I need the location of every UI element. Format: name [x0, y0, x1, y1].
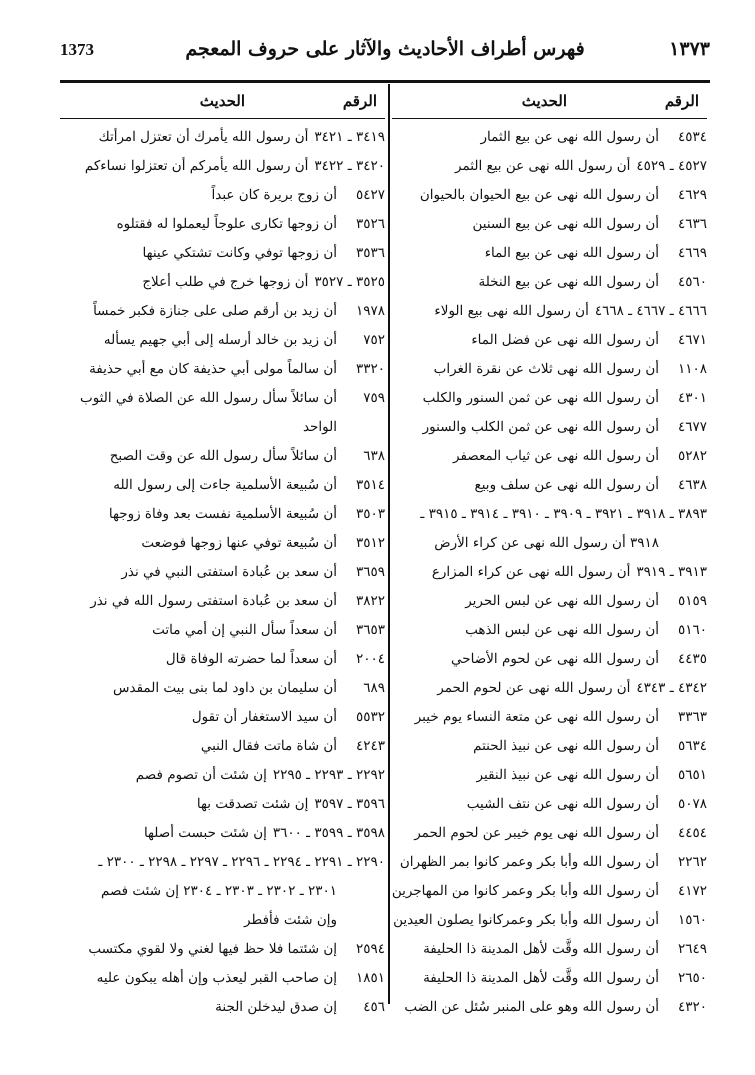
entry-text: أن رسول الله نهى بيع الولاء	[434, 303, 589, 319]
index-entry	[60, 297, 385, 326]
entry-text: أن رسول الله نهى عن لبس الحرير	[465, 593, 659, 609]
entry-text: ٣٩١٨ أن رسول الله نهى عن كراء الأرض	[434, 535, 659, 551]
entry-number: ٢٢٩٠ ـ ٢٢٩١ ـ ٢٢٩٤ ـ ٢٢٩٦ ـ ٢٢٩٧ ـ ٢٢٩٨ ـ ٢٣٠٠ ـ	[98, 854, 385, 870]
page-header	[60, 38, 710, 78]
entry-number: ٤٥٢٧ ـ ٤٥٢٩	[636, 158, 707, 174]
index-entry	[60, 616, 385, 645]
index-entry	[392, 384, 707, 413]
entry-number: ٣٣٦٣	[677, 709, 707, 725]
left-column	[60, 86, 385, 1022]
entry-number: ٢٠٠٤	[355, 651, 385, 667]
index-entry	[60, 761, 385, 790]
entry-text: أن رسول الله وأبا بكر وعمر كانوا من المهاجرين	[392, 883, 659, 899]
index-entry	[392, 790, 707, 819]
left-column-header	[60, 86, 385, 118]
index-entry	[392, 587, 707, 616]
entry-text: أن رسول الله نهى عن بيع الحيوان بالحيوان	[419, 187, 659, 203]
entry-text: أن رسول الله نهى عن بيع السنين	[472, 216, 659, 232]
index-entry	[60, 181, 385, 210]
entry-text: أن رسول الله نهى عن سلف وبيع	[474, 477, 659, 493]
entry-text: أن رسول الله وأبا بكر وعمر كانوا بمر الظهران	[399, 854, 659, 870]
index-entry	[392, 964, 707, 993]
index-entry	[392, 297, 707, 326]
right-entries	[392, 123, 707, 1022]
entry-number: ٣٩١٣ ـ ٣٩١٩	[636, 564, 707, 580]
entry-text: أن سُبيعة توفي عنها زوجها فوضعت	[141, 535, 337, 551]
entry-number: ٣٣٢٠	[355, 361, 385, 377]
entry-text: أن رسول الله نهى عن لحوم الحمر	[437, 680, 631, 696]
entry-text: أن سعد بن عُبادة استفتى النبي في نذر	[121, 564, 337, 580]
index-entry	[392, 326, 707, 355]
entry-number: ٣٦٥٩	[355, 564, 385, 580]
index-entry	[392, 123, 707, 152]
entry-number: ٥٤٢٧	[355, 187, 385, 203]
index-entry	[392, 529, 707, 558]
page-number-arabic: ١٣٧٣	[669, 38, 710, 60]
entry-number: ٤٦٢٩	[677, 187, 707, 203]
entry-number: ٥١٥٩	[677, 593, 707, 609]
index-entry	[60, 732, 385, 761]
entry-number: ١٥٦٠	[677, 912, 707, 928]
index-entry	[60, 964, 385, 993]
entry-number: ٣٥٩٦ ـ ٣٥٩٧	[314, 796, 385, 812]
index-entry	[60, 210, 385, 239]
entry-text: أن رسول الله نهى عن نبيذ الحنتم	[473, 738, 659, 754]
entry-number: ٥٦٥١	[677, 767, 707, 783]
entry-text: أن رسول الله يأمرك أن تعتزل امرأتك	[98, 129, 309, 145]
column-divider	[388, 84, 390, 1004]
index-entry	[60, 529, 385, 558]
index-entry	[60, 152, 385, 181]
index-entry	[392, 558, 707, 587]
entry-number: ١٩٧٨	[355, 303, 385, 319]
index-entry	[392, 906, 707, 935]
entry-text: أن رسول الله نهى ثلاث عن نقرة الغراب	[433, 361, 659, 377]
entry-number: ٢٥٩٤	[355, 941, 385, 957]
index-entry	[60, 587, 385, 616]
index-entry	[60, 326, 385, 355]
index-entry	[392, 152, 707, 181]
index-entry	[60, 877, 385, 906]
entry-text: أن زوج بريرة كان عبداً	[211, 187, 337, 203]
num-header: الرقم	[342, 92, 377, 110]
entry-text: أن رسول الله يأمركم أن تعتزلوا نساءكم	[84, 158, 309, 174]
entry-number: ٣٥١٢	[355, 535, 385, 551]
entry-text: أن سليمان بن داود لما بنى بيت المقدس	[113, 680, 337, 696]
entry-number: ١١٠٨	[677, 361, 707, 377]
entry-number: ٣٥٢٥ ـ ٣٥٢٧	[314, 274, 385, 290]
index-entry	[60, 471, 385, 500]
index-entry	[392, 761, 707, 790]
entry-text: إن شئت تصدقت بها	[196, 796, 309, 812]
index-entry	[392, 355, 707, 384]
entry-text: وإن شئت فأفطر	[244, 912, 337, 928]
entry-number: ٢٦٤٩	[677, 941, 707, 957]
entry-number: ١٨٥١	[355, 970, 385, 986]
entry-text: أن شاة ماتت فقال النبي	[200, 738, 337, 754]
index-entry	[60, 848, 385, 877]
entry-text: أن سعداً سأل النبي إن أمي ماتت	[152, 622, 337, 638]
entry-number: ٥٠٧٨	[677, 796, 707, 812]
entry-number: ٢٢٦٢	[677, 854, 707, 870]
index-entry	[60, 384, 385, 413]
text-header: الحديث	[199, 92, 245, 110]
entry-number: ٤٣٢٠	[677, 999, 707, 1015]
entry-text: أن سالماً مولى أبي حذيفة كان مع أبي حذيفة	[89, 361, 337, 377]
entry-number: ٤٢٤٣	[355, 738, 385, 754]
entry-text: أن رسول الله وقَّت لأهل المدينة ذا الحليفة	[423, 941, 659, 957]
entry-text: أن زوجها تكارى علوجاً ليعملوا له فقتلوه	[116, 216, 337, 232]
index-entry	[60, 819, 385, 848]
entry-number: ٥٢٨٢	[677, 448, 707, 464]
entry-number: ٣٨٩٣ ـ ٣٩١٨ ـ ٣٩٢١ ـ ٣٩٠٩ ـ ٣٩١٠ ـ ٣٩١٤ ـ ٣٩١٥ ـ	[420, 506, 707, 522]
entry-text: أن رسول الله وهو على المنبر سُئل عن الضب	[404, 999, 659, 1015]
entry-text: أن سُبيعة الأسلمية نفست بعد وفاة زوجها	[108, 506, 337, 522]
index-entry	[60, 790, 385, 819]
entry-number: ٤٦٣٦	[677, 216, 707, 232]
entry-number: ٤٦٧٧	[677, 419, 707, 435]
entry-text: أن رسول الله نهى عن كراء المزارع	[431, 564, 631, 580]
text-header: الحديث	[521, 92, 567, 110]
index-entry	[392, 993, 707, 1022]
entry-number: ٧٥٩	[363, 390, 385, 406]
entry-number: ٦٣٨	[363, 448, 385, 464]
index-entry	[392, 935, 707, 964]
entry-number: ٤١٧٢	[677, 883, 707, 899]
entry-text: ٢٣٠١ ـ ٢٣٠٢ ـ ٢٣٠٣ ـ ٢٣٠٤ إن شئت فصم	[100, 883, 337, 899]
entry-text: أن رسول الله نهى عن لبس الذهب	[465, 622, 659, 638]
index-entry	[392, 471, 707, 500]
entry-text: أن رسول الله نهى عن لحوم الأضاحي	[451, 651, 659, 667]
index-entry	[392, 268, 707, 297]
entry-number: ٤٦٦٦ ـ ٤٦٦٧ ـ ٤٦٦٨	[594, 303, 707, 319]
entry-text: أن زيد بن خالد أرسله إلى أبي جهيم يسأله	[103, 332, 337, 348]
index-entry	[60, 703, 385, 732]
entry-text: إن صدق ليدخلن الجنة	[215, 999, 337, 1015]
index-entry	[392, 210, 707, 239]
entry-text: أن رسول الله نهى عن نتف الشيب	[466, 796, 659, 812]
entry-number: ٤٥٣٤	[677, 129, 707, 145]
index-entry	[392, 848, 707, 877]
entry-number: ٣٨٢٢	[355, 593, 385, 609]
entry-text: أن سعد بن عُبادة استفتى رسول الله في نذر	[90, 593, 337, 609]
index-entry	[60, 355, 385, 384]
entry-text: أن زيد بن أرقم صلى على جنازة فكبر خمساً	[93, 303, 337, 319]
index-entry	[60, 935, 385, 964]
entry-number: ٣٦٥٣	[355, 622, 385, 638]
entry-text: أن رسول الله نهى عن ثمن الكلب والسنور	[422, 419, 659, 435]
entry-text: أن رسول الله نهى عن فضل الماء	[471, 332, 659, 348]
entry-number: ٣٥٣٦	[355, 245, 385, 261]
entry-text: أن سيد الاستغفار أن تقول	[191, 709, 337, 725]
index-entry	[60, 993, 385, 1022]
entry-number: ٦٨٩	[363, 680, 385, 696]
index-entry	[60, 558, 385, 587]
index-entry	[60, 674, 385, 703]
index-entry	[392, 181, 707, 210]
index-entry	[392, 732, 707, 761]
entry-text: أن زوجها خرج في طلب أعلاج	[142, 274, 309, 290]
index-entry	[392, 616, 707, 645]
entry-text: أن رسول الله نهى عن متعة النساء يوم خيبر	[414, 709, 659, 725]
entry-number: ٤٥٦٠	[677, 274, 707, 290]
entry-number: ٣٥٠٣	[355, 506, 385, 522]
entry-text: أن سُبيعة الأسلمية جاءت إلى رسول الله	[113, 477, 337, 493]
entry-text: أن زوجها توفي وكانت تشتكي عينها	[142, 245, 337, 261]
column-header-rule	[392, 118, 707, 119]
entry-number: ٣٥١٤	[355, 477, 385, 493]
num-header: الرقم	[664, 92, 699, 110]
index-entry	[392, 877, 707, 906]
right-column-header	[392, 86, 707, 118]
index-entry	[60, 500, 385, 529]
entry-text: أن رسول الله نهى يوم خيبر عن لحوم الحمر	[414, 825, 659, 841]
entry-text: إن شئت حبست أصلها	[143, 825, 267, 841]
index-entry	[60, 413, 385, 442]
index-entry	[60, 268, 385, 297]
entry-text: أن رسول الله نهى عن بيع الثمر	[455, 158, 631, 174]
entry-number: ٥٦٣٤	[677, 738, 707, 754]
entry-number: ٤٥٦	[363, 999, 385, 1015]
entry-number: ٤٦٦٩	[677, 245, 707, 261]
entry-number: ٤٤٣٥	[677, 651, 707, 667]
entry-text: إن شئت أن تصوم فصم	[135, 767, 267, 783]
index-entry	[392, 703, 707, 732]
header-rule	[60, 80, 710, 83]
index-entry	[392, 442, 707, 471]
entry-text: أن رسول الله نهى عن بيع الماء	[484, 245, 659, 261]
index-entry	[60, 906, 385, 935]
page-title: فهرس أطراف الأحاديث والآثار على حروف المعجم	[185, 38, 585, 60]
entry-number: ٤٣٤٢ ـ ٤٣٤٣	[636, 680, 707, 696]
index-entry	[60, 123, 385, 152]
index-entry	[392, 500, 707, 529]
column-header-rule	[60, 118, 385, 119]
entry-number: ٣٤١٩ ـ ٣٤٢١	[314, 129, 385, 145]
entry-text: أن سعداً لما حضرته الوفاة قال	[165, 651, 337, 667]
entry-text: إن شئتما فلا حظ فيها لغني ولا لقوي مكتسب	[88, 941, 337, 957]
entry-number: ٥١٦٠	[677, 622, 707, 638]
right-column	[392, 86, 707, 1022]
entry-text: أن رسول الله نهى عن نبيذ النقير	[476, 767, 659, 783]
entry-text: أن رسول الله نهى عن بيع النخلة	[478, 274, 659, 290]
entry-number: ٤٤٥٤	[677, 825, 707, 841]
entry-number: ٤٣٠١	[677, 390, 707, 406]
entry-number: ٥٥٣٢	[355, 709, 385, 725]
entry-number: ٤٦٧١	[677, 332, 707, 348]
entry-text: أن سائلاً سأل رسول الله عن الصلاة في الثوب	[79, 390, 337, 406]
index-entry	[392, 239, 707, 268]
index-entry	[392, 674, 707, 703]
index-entry	[60, 645, 385, 674]
index-entry	[60, 442, 385, 471]
entry-text: أن رسول الله نهى عن ثمن السنور والكلب	[422, 390, 659, 406]
entry-text: أن رسول الله وقَّت لأهل المدينة ذا الحليفة	[423, 970, 659, 986]
index-entry	[392, 645, 707, 674]
entry-text: إن صاحب القبر ليعذب وإن أهله يبكون عليه	[96, 970, 337, 986]
entry-text: أن رسول الله نهى عن ثياب المعصفر	[453, 448, 659, 464]
entry-text: أن سائلاً سأل رسول الله عن وقت الصبح	[109, 448, 337, 464]
left-entries	[60, 123, 385, 1022]
index-entry	[392, 819, 707, 848]
entry-text: أن رسول الله نهى عن بيع الثمار	[480, 129, 659, 145]
index-entry	[60, 239, 385, 268]
entry-number: ٢٦٥٠	[677, 970, 707, 986]
entry-number: ٧٥٢	[363, 332, 385, 348]
entry-number: ٤٦٣٨	[677, 477, 707, 493]
index-entry	[392, 413, 707, 442]
entry-number: ٣٤٢٠ ـ ٣٤٢٢	[314, 158, 385, 174]
entry-number: ٣٥٢٦	[355, 216, 385, 232]
entry-number: ٣٥٩٨ ـ ٣٥٩٩ ـ ٣٦٠٠	[272, 825, 385, 841]
entry-text: أن رسول الله وأبا بكر وعمركانوا يصلون العيدين	[393, 912, 659, 928]
entry-text: الواحد	[302, 419, 337, 435]
entry-number: ٢٢٩٢ ـ ٢٢٩٣ ـ ٢٢٩٥	[272, 767, 385, 783]
page-number-latin: 1373	[60, 40, 94, 59]
